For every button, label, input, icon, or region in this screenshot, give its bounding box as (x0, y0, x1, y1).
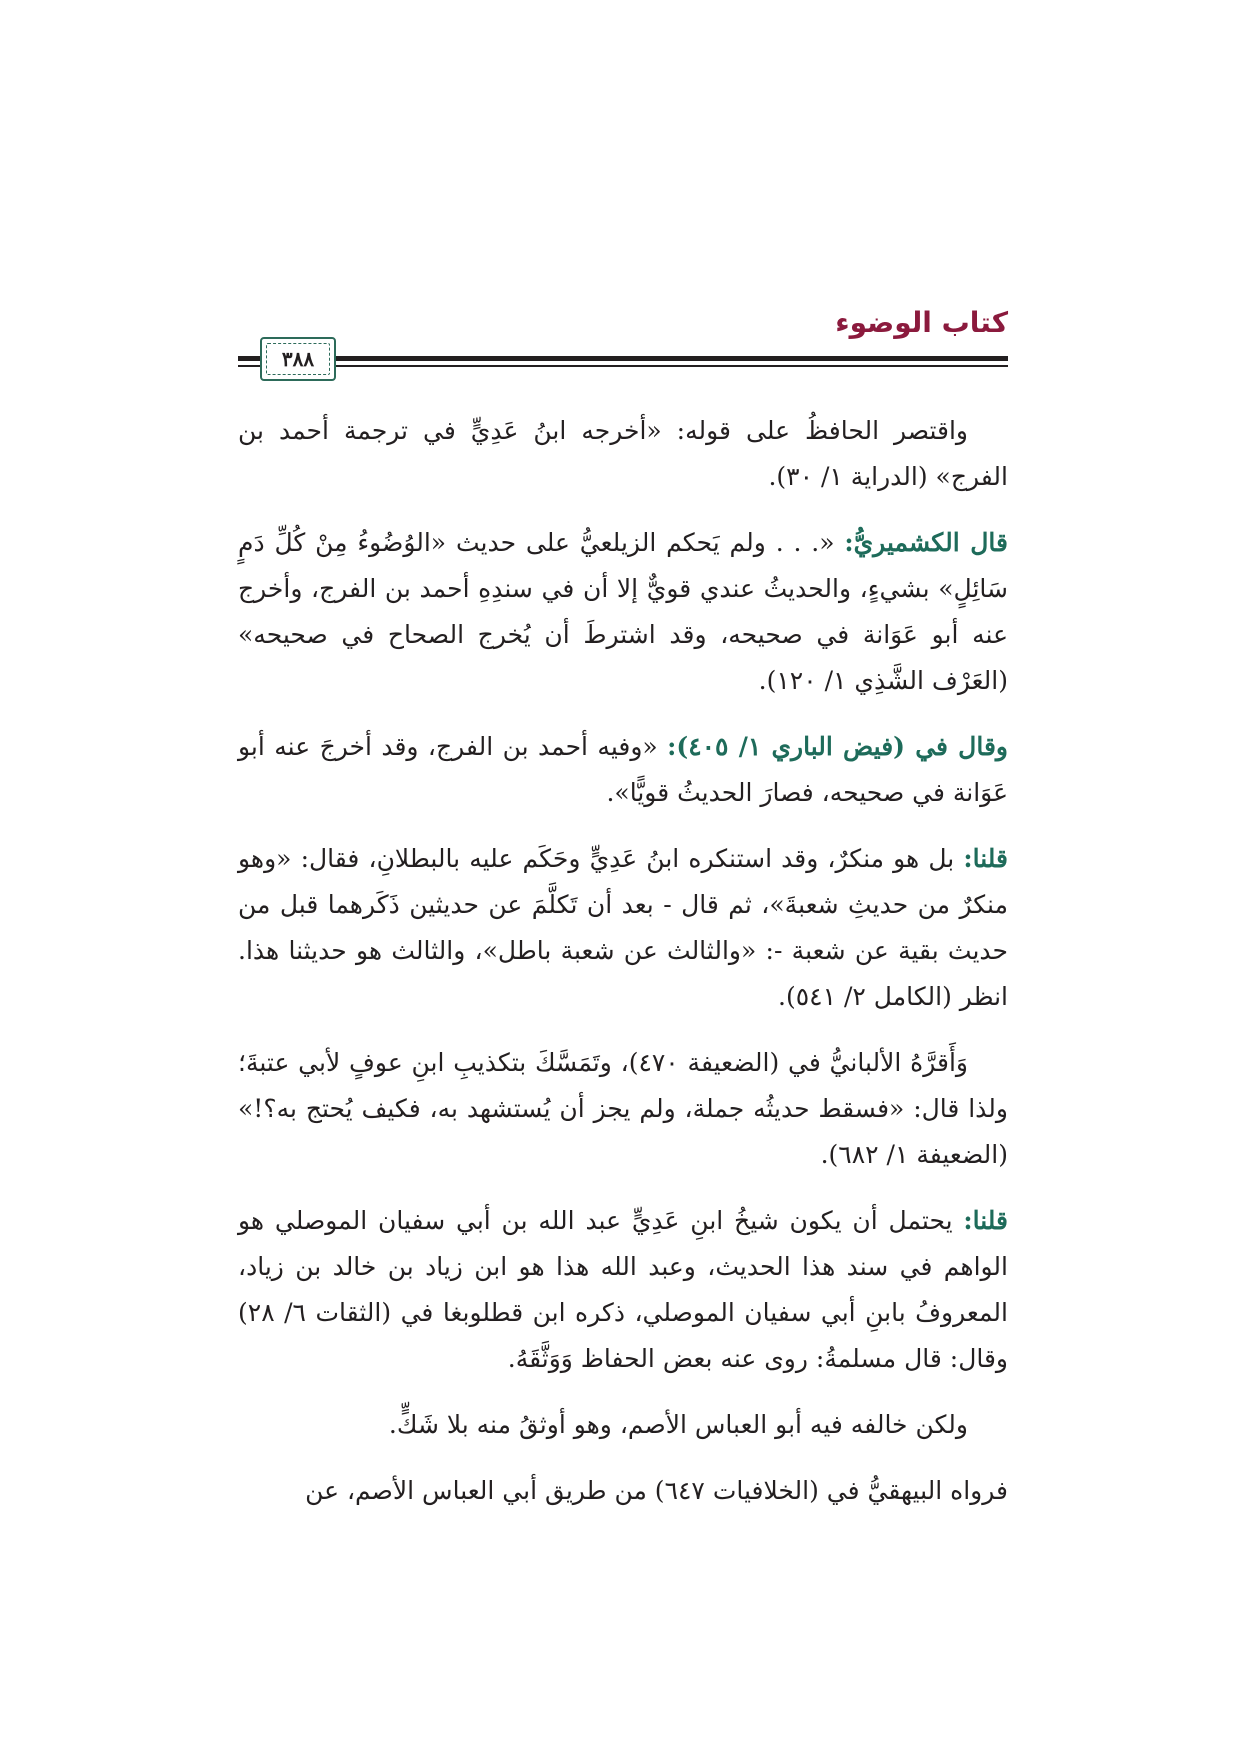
page-body (238, 408, 1008, 1534)
paragraph-text: «وفيه أحمد بن الفرج، وقد أخرجَ عنه أبو عَوَانة في صحيحه، فصارَ الحديثُ قويًّا». (238, 732, 1008, 807)
paragraph-lead: قلنا: (963, 1206, 1009, 1235)
paragraph-3 (238, 724, 1008, 816)
header-rule (238, 356, 1008, 361)
paragraph-text: «. . . ولم يَحكم الزيلعيُّ على حديث «الوُضُوءُ مِنْ كُلِّ دَمٍ سَائِلٍ» بشيءٍ، والحديثُ عندي قويٌّ إلا أن في سندِهِ أحمد بن الفرج، وأخرج عنه أبو عَوَانة في صحيحه، وقد اشترطَ أن يُخرج الصحاح في صحيحه» (العَرْف الشَّذِي ١/ ١٢٠). (238, 528, 1008, 695)
paragraph-lead: قال الكشميريُّ: (844, 528, 1008, 557)
header-rule-thin (238, 365, 1008, 367)
paragraph-4 (238, 836, 1008, 1020)
paragraph-1 (238, 408, 1008, 500)
paragraph-6 (238, 1198, 1008, 1382)
paragraph-2 (238, 520, 1008, 704)
paragraph-lead: وقال في (فيض الباري ١/ ٤٠٥): (667, 732, 1008, 761)
paragraph-5 (238, 1040, 1008, 1178)
page-number: ٣٨٨ (266, 343, 330, 375)
paragraph-7 (238, 1402, 1008, 1448)
paragraph-8 (238, 1468, 1008, 1514)
paragraph-text: واقتصر الحافظُ على قوله: «أخرجه ابنُ عَدِيٍّ في ترجمة أحمد بن الفرج» (الدراية ١/ ٣٠). (238, 416, 1008, 491)
paragraph-text: يحتمل أن يكون شيخُ ابنِ عَدِيٍّ عبد الله بن أبي سفيان الموصلي هو الواهم في سند هذا الحديث، وعبد الله هذا هو ابن زياد بن خالد بن زياد، المعروفُ بابنِ أبي سفيان الموصلي، ذكره ابن قطلوبغا في (الثقات ٦/ ٢٨) وقال: قال مسلمةُ: روى عنه بعض الحفاظ وَوَثَّقَهُ. (238, 1206, 1008, 1373)
paragraph-text: بل هو منكرٌ، وقد استنكره ابنُ عَدِيٍّ وحَكَم عليه بالبطلانِ، فقال: «وهو منكرٌ من حديثِ شعبةَ»، ثم قال - بعد أن تَكلَّمَ عن حديثين ذَكَرهما قبل من حديث بقية عن شعبة -: «والثالث عن شعبة باطل»، والثالث هو حديثنا هذا. انظر (الكامل ٢/ ٥٤١). (238, 844, 1008, 1011)
page-header (238, 306, 1008, 387)
paragraph-text: وَأَقرَّهُ الألبانيُّ في (الضعيفة ٤٧٠)، وتَمَسَّكَ بتكذيبِ ابنِ عوفٍ لأبي عتبةَ؛ ولذا قال: «فسقط حديثُه جملة، ولم يجز أن يُستشهد به، فكيف يُحتج به؟!» (الضعيفة ١/ ٦٨٢). (238, 1048, 1008, 1169)
page-number-box (260, 337, 336, 381)
paragraph-text: ولكن خالفه فيه أبو العباس الأصم، وهو أوثقُ منه بلا شَكٍّ. (388, 1410, 968, 1439)
paragraph-lead: قلنا: (963, 844, 1008, 873)
paragraph-text: فرواه البيهقيُّ في (الخلافيات ٦٤٧) من طريق أبي العباس الأصم، عن (305, 1476, 1008, 1505)
book-title: كتاب الوضوء (835, 306, 1008, 339)
